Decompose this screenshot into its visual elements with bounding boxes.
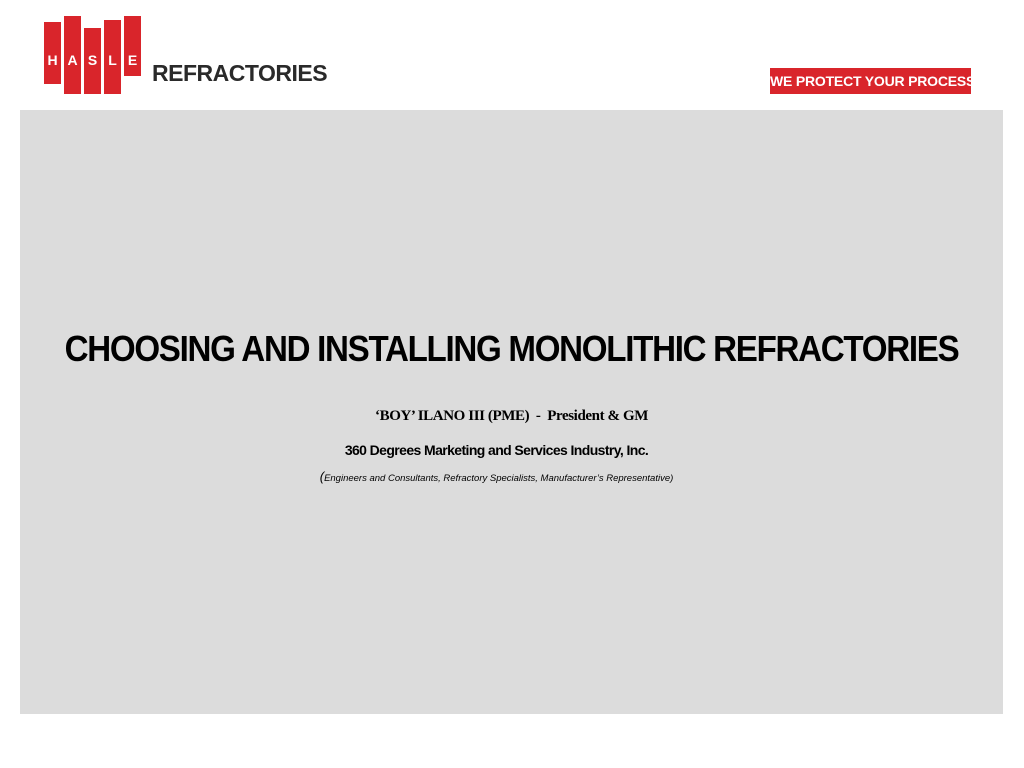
presenter-line: ‘BOY’ ILANO III (PME) - President & GM (375, 408, 648, 424)
descriptor-open-paren: ( (319, 469, 325, 484)
logo-wordmark: REFRACTORIES (152, 60, 328, 86)
company-descriptor (20, 468, 973, 488)
logo-letters (44, 52, 144, 68)
slide-title: CHOOSING AND INSTALLING MONOLITHIC REFRACTORIES (64, 328, 959, 369)
logo-letter-e: E (127, 52, 138, 68)
logo-letter-h: H (47, 52, 58, 68)
logo-letter-a: A (67, 52, 78, 68)
tagline-banner: WE PROTECT YOUR PROCESS (770, 68, 971, 94)
hasle-logo (44, 16, 328, 94)
content-panel (20, 110, 1003, 714)
company-name: 360 Degrees Marketing and Services Industry, Inc. (344, 442, 649, 458)
descriptor-text: Engineers and Consultants, Refractory Specialists, Manufacturer’s Representative) (324, 473, 674, 484)
logo-letter-l: L (108, 52, 117, 68)
logo-letter-s: S (87, 52, 98, 68)
